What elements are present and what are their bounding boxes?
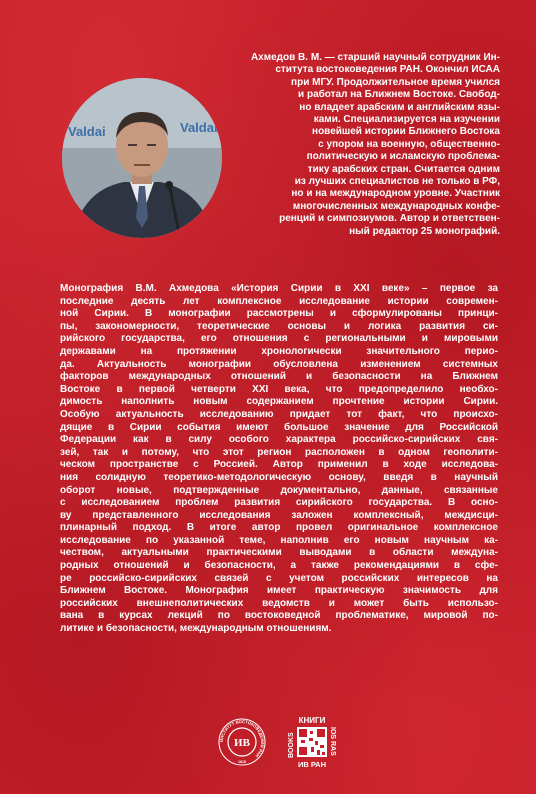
bio-line: Ахмедов В. М. — старший научный сотрудник Ин- xyxy=(250,52,500,63)
main-line: факторов международных отношений и безопасности на Ближнем xyxy=(60,371,498,383)
main-line: Монография В.М. Ахмедова «История Сирии в XXI веке» – первое за xyxy=(60,283,498,294)
bio-line: ститута востоковедения РАН. Окончил ИСАА xyxy=(275,64,500,76)
main-line: ву представленного исследования заложен комплексный, междисци- xyxy=(60,509,498,521)
main-line: ной Сирии. В монографии рассмотрены и сформулированы принци- xyxy=(60,308,498,320)
main-line: ре российско-сирийских связей с учетом российских интересов на xyxy=(60,572,498,584)
main-line: вана в курсах лекций по востоковедной проблематике, мировой по- xyxy=(60,610,498,622)
bio-line: с упором на военную, общественно- xyxy=(318,138,500,150)
main-line: Федерации как в силу особого характера российско-сирийских свя- xyxy=(60,434,498,446)
bio-line: ренций и симпозиумов. Автор и ответствен- xyxy=(279,213,500,225)
bio-line: но владеет арабским и английским язы- xyxy=(299,101,500,113)
books-logo-bottom: ИВ РАН xyxy=(297,760,327,769)
bio-line: многочисленных международных конфе- xyxy=(292,200,500,212)
bio-line: из лучших специалистов не только в РФ, xyxy=(294,176,500,188)
main-line: чеством, актуальными практическими выводами в области междуна- xyxy=(60,547,498,559)
main-line: родных отношений и безопасности, а также рекомендациями в сфе- xyxy=(60,560,498,572)
author-bio xyxy=(190,52,500,238)
main-line: дящие в Сирии события имеют большое значение для Российской xyxy=(60,421,498,433)
institute-monogram: ИВ xyxy=(234,737,250,749)
bio-line: и работал на Ближнем Востоке. Свобод- xyxy=(298,89,500,101)
main-line: российских внешнеполитических ведомств и может быть использо- xyxy=(60,597,498,609)
main-line: исследование по указанной теме, наполнив его новым научным ка- xyxy=(60,534,498,546)
main-line: Особую актуальность исследованию придает тот факт, что происхо- xyxy=(60,408,498,420)
main-line: ния солидную теоретико-методологическую основу, введя в научный xyxy=(60,471,498,483)
main-line: оборот новые, подтвержденные документально, данные, связанные xyxy=(60,484,498,496)
books-logo-top: КНИГИ xyxy=(298,716,326,725)
main-line: пы, закономерности, теоретические основы и логика развития си- xyxy=(60,320,498,332)
bio-line: ный редактор 25 монографий. xyxy=(349,225,500,237)
bio-line: при МГУ. Продолжительное время учился xyxy=(291,76,500,88)
books-logo-right: IOS RAS xyxy=(329,727,336,756)
annotation-text xyxy=(60,283,498,636)
books-logo xyxy=(284,714,340,770)
bio-line: новейшей истории Ближнего Востока xyxy=(312,126,500,138)
photo-backdrop-text: Valdai xyxy=(68,124,106,139)
main-line: да. Актуальность монографии обусловлена изменением системных xyxy=(60,358,498,370)
main-line: Востоке в первой четверти XXI века, что предопределило необхо- xyxy=(60,383,498,395)
institute-ring-text: ИНСТИТУТ ВОСТОКОВЕДЕНИЯ РАН xyxy=(218,718,266,759)
bio-line: но и на международном уровне. Участник xyxy=(291,188,500,200)
main-line: димость наполнить новым содержанием прочтение истории Сирии. xyxy=(60,396,498,408)
main-line: зей, так и потому, что этот регион расположен в одном геополити- xyxy=(60,446,498,458)
bio-line: ками. Специализируется на изучении xyxy=(313,114,500,126)
main-line: державами на протяжении хронологически значительного перио- xyxy=(60,345,498,357)
institute-year: 1818 xyxy=(238,760,246,764)
main-line: с исследованием проблем развития сирийского государства. В осно- xyxy=(60,497,498,509)
bio-line: тику арабских стран. Считается одним xyxy=(307,163,500,175)
main-line: плинарный подход. В итоге автор провел оригинальное комплексное xyxy=(60,522,498,534)
main-line: рийского государства, его отношения с региональными и мировыми xyxy=(60,333,498,345)
main-line: последние десять лет комплексное исследование истории современ- xyxy=(60,295,498,307)
main-line: Ближнем Востоке. Монография имеет практическую значимость для xyxy=(60,585,498,597)
books-logo-left: BOOKS xyxy=(288,732,295,758)
bio-line: политическую и исламскую проблема- xyxy=(306,151,500,163)
institute-logo xyxy=(218,718,266,766)
main-line: литике и безопасности, международным отношениям. xyxy=(60,623,332,635)
svg-text:Valdai: Valdai xyxy=(180,120,218,135)
main-line: ческом пространстве с Россией. Автор применил в ходе исследова- xyxy=(60,459,498,471)
